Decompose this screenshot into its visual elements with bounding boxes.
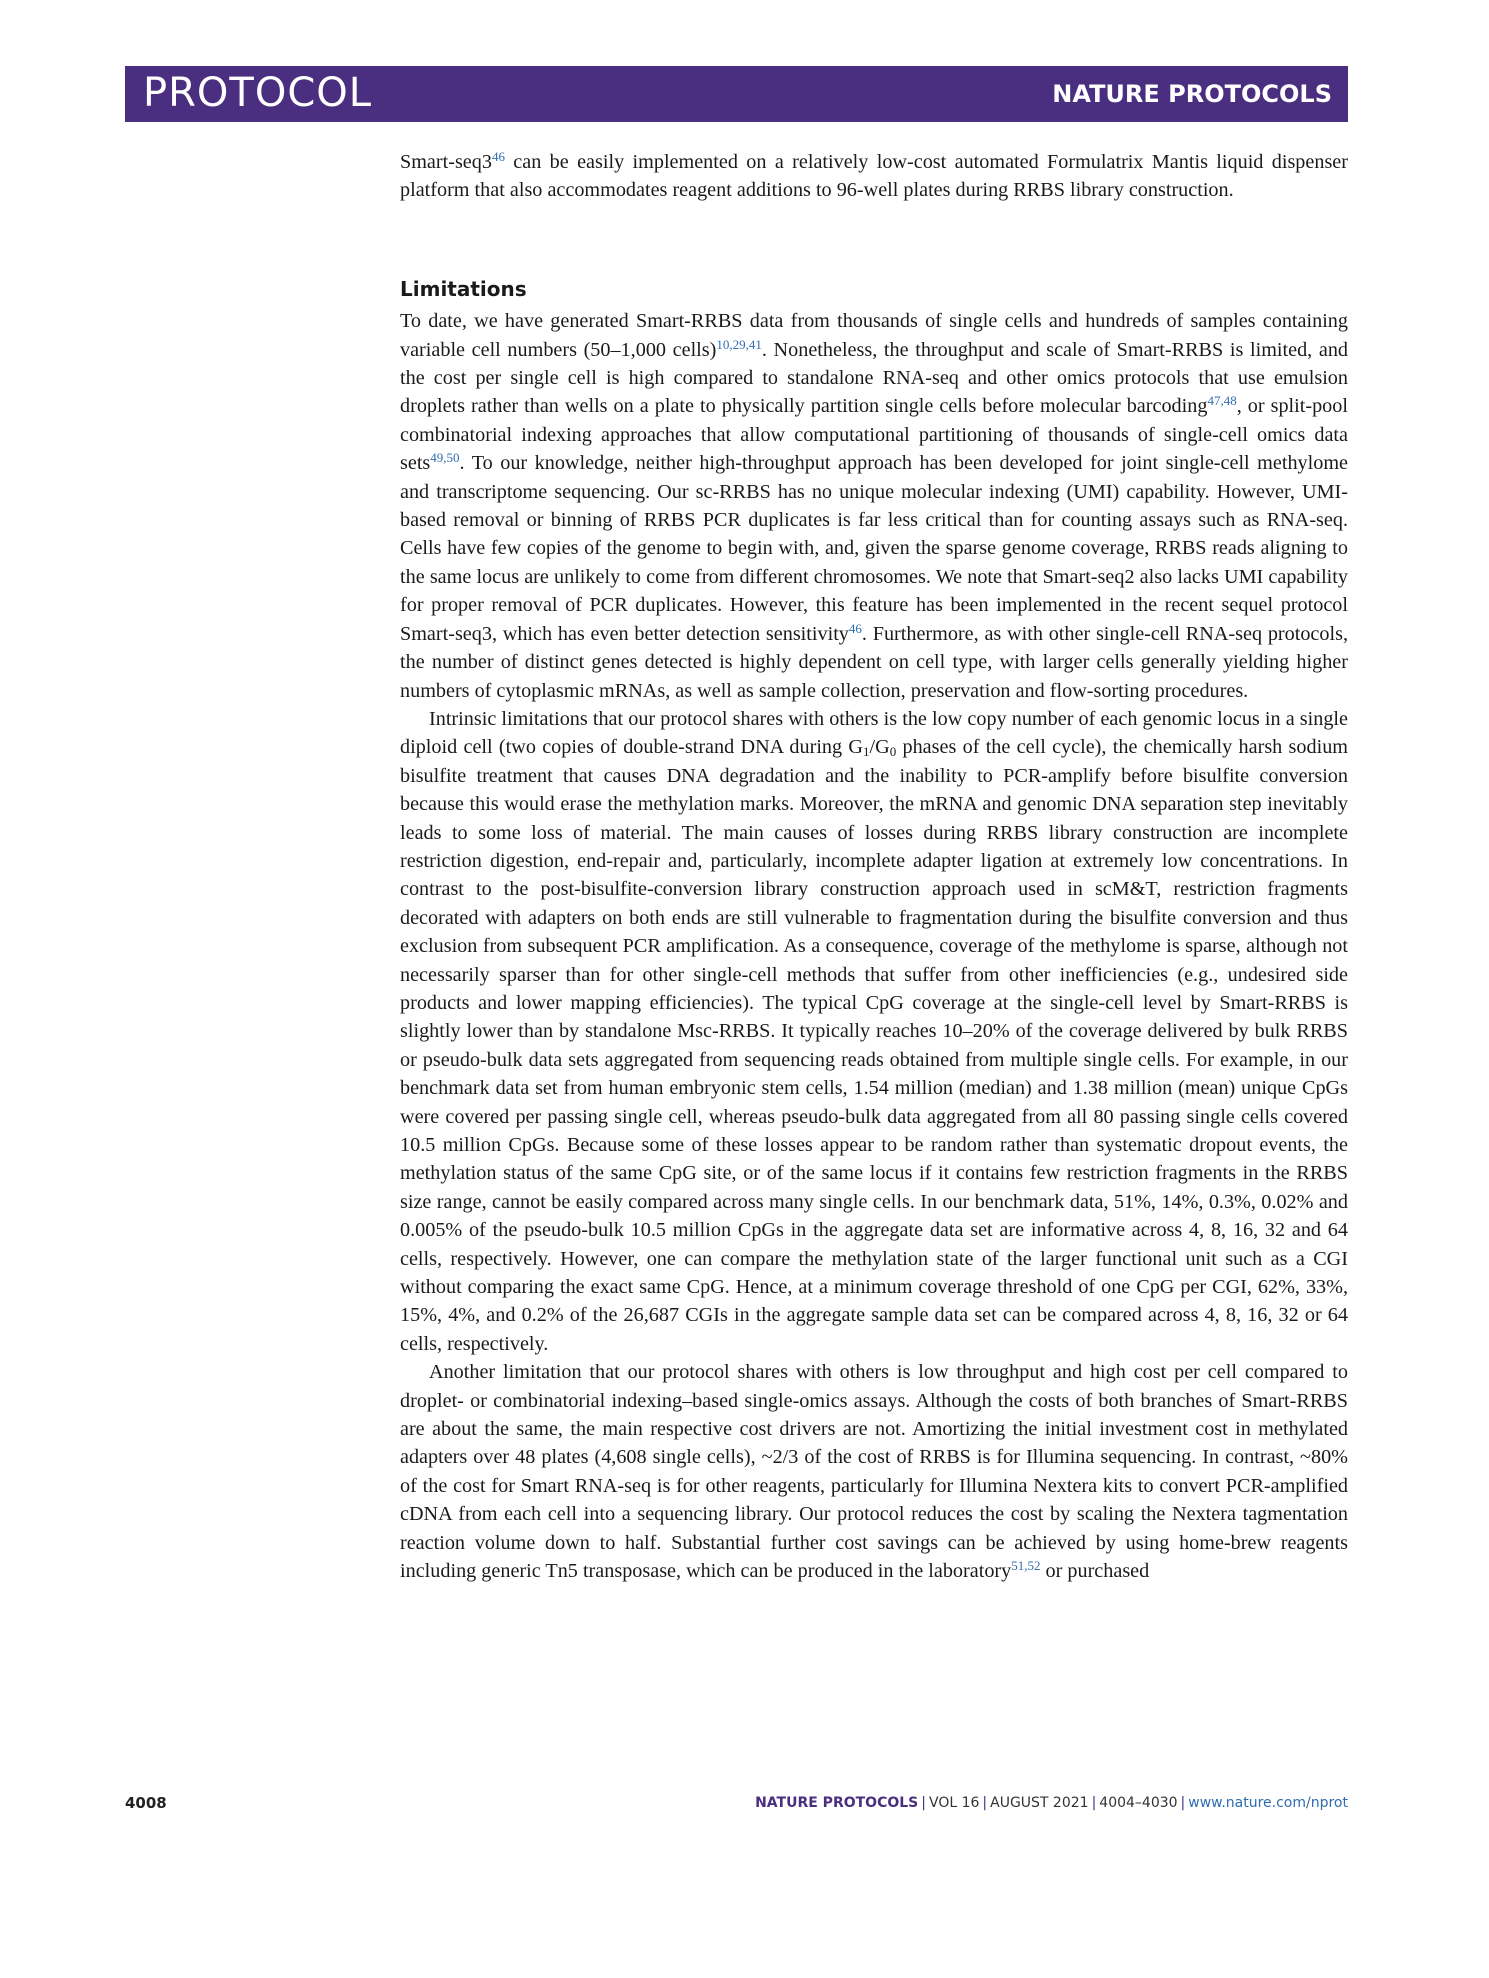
text-run: . To our knowledge, neither high-throughput approach has been developed for joint single-cell methylome and transcriptome sequencing. Our sc-RRBS has no unique molecular indexing (UMI) capability. However, UMI-based removal or binning of RRBS PCR duplicates is far less critical than for counting assays such as RNA-seq. Cells have few copies of the genome to begin with, and, given the sparse genome coverage, RRBS reads aligning to the same locus are unlikely to come from different chromosomes. We note that Smart-seq2 also lacks UMI capability for proper removal of PCR duplicates. However, this feature has been implemented in the recent sequel protocol Smart-seq3, which has even better detection sensitivity [400, 452, 1348, 645]
limitations-paragraph-3 [400, 1358, 1348, 1585]
header-banner [125, 66, 1348, 122]
limitations-paragraph-2 [400, 705, 1348, 1358]
footer-date: AUGUST 2021 [990, 1795, 1089, 1811]
intro-paragraph [400, 148, 1348, 205]
reference-link[interactable]: 51,52 [1011, 1558, 1041, 1574]
text-run: To date, we have generated Smart-RRBS data from thousands of single cells and hundreds of samples containing variable cell numbers (50–1,000 cells) [400, 310, 1348, 361]
text-run: Intrinsic limitations that our protocol shares with others is the low copy number of each genomic locus in a single diploid cell (two copies of double-strand DNA during G [400, 707, 1348, 759]
journal-label: NATURE PROTOCOLS [1052, 80, 1332, 108]
footer-url-link[interactable]: www.nature.com/nprot [1188, 1795, 1348, 1811]
reference-link[interactable]: 47,48 [1207, 393, 1237, 409]
subscript: 1 [863, 744, 870, 760]
subscript: 0 [889, 744, 897, 760]
footer-volume: VOL 16 [928, 1795, 980, 1811]
text-run: . Nonetheless, the throughput and scale of Smart-RRBS is limited, and the cost per single cell is high compared to standalone RNA-seq and other omics protocols that use emulsion droplets rather than wells on a plate to physically partition single cells before molecular barcoding [400, 338, 1349, 418]
limitations-paragraph-1 [400, 307, 1348, 705]
footer-citation: NATURE PROTOCOLS | VOL 16 | AUGUST 2021 | 4004–4030 | www.nature.com/nprot [755, 1795, 1348, 1811]
reference-link[interactable]: 46 [491, 149, 505, 164]
text-run: /G [869, 736, 890, 759]
text-run: phases of the cell cycle), the chemically harsh sodium bisulfite treatment that causes DNA degradation and the inability to PCR-amplify before bisulfite conversion because this would erase the methylation marks. Moreover, the mRNA and genomic DNA separation step inevitably leads to some loss of material. The main causes of losses during RRBS library construction are incomplete restriction digestion, end-repair and, particularly, incomplete adapter ligation at extremely low concentrations. In contrast to the post-bisulfite-conversion library construction approach used in scM&T, restriction fragments decorated with adapters on both ends are still vulnerable to fragmentation during the bisulfite conversion and thus exclusion from subsequent PCR amplification. As a consequence, coverage of the methylome is sparse, although not necessarily sparser than for other single-cell methods that suffer from other inefficiencies (e.g., undesired side products and lower mapping efficiencies). The typical CpG coverage at the single-cell level by Smart-RRBS is slightly lower than by standalone Msc-RRBS. It typically reaches 10–20% of the coverage delivered by bulk RRBS or pseudo-bulk data sets aggregated from sequencing reads obtained from multiple single cells. For example, in our benchmark data set from human embryonic stem cells, 1.54 million (median) and 1.38 million (mean) unique CpGs were covered per passing single cell, whereas pseudo-bulk data aggregated from all 80 passing single cells covered 10.5 million CpGs. Because some of these losses appear to be random rather than systematic dropout events, the methylation status of the same CpG site, or of the same locus if it contains few restriction fragments in the RRBS size range, cannot be easily compared across many single cells. In our benchmark data, 51%, 14%, 0.3%, 0.02% and 0.005% of the pseudo-bulk 10.5 million CpGs in the aggregate data set are informative across 4, 8, 16, 32 and 64 cells, respectively. However, one can compare the methylation state of the larger functional unit such as a CGI without comparing the exact same CpG. Hence, at a minimum coverage threshold of one CpG per CGI, 62%, 33%, 15%, 4%, and 0.2% of the 26,687 CGIs in the aggregate sample data set can be compared across 4, 8, 16, 32 or 64 cells, respectively. [400, 736, 1349, 1355]
section-label: PROTOCOL [143, 70, 373, 116]
reference-link[interactable]: 49,50 [430, 450, 460, 466]
page-number: 4008 [125, 1794, 167, 1812]
text-run: . Furthermore, as with other single-cell RNA-seq protocols, the number of distinct genes detected is highly dependent on cell type, with larger cells generally yielding higher numbers of cytoplasmic mRNAs, as well as sample collection, preservation and flow-sorting procedures. [400, 622, 1348, 702]
section-heading: Limitations [400, 276, 527, 301]
text-run: or purchased [1040, 1560, 1150, 1583]
text-run: , or split-pool combinatorial indexing approaches that allow computational partitioning of thousands of single-cell omics data sets [400, 395, 1348, 475]
text-run: can be easily implemented on a relatively low-cost automated Formulatrix Mantis liquid dispenser platform that also accommodates reagent additions to 96-well plates during RRBS library construction. [400, 151, 1348, 202]
text-run: Another limitation that our protocol shares with others is low throughput and high cost per cell compared to droplet- or combinatorial indexing–based single-omics assays. Although the costs of both branches of Smart-RRBS are about the same, the main respective cost drivers are not. Amortizing the initial investment cost in methylated adapters over 48 plates (4,608 single cells), ~2/3 of the cost of RRBS is for Illumina sequencing. In contrast, ~80% of the cost for Smart RNA-seq is for other reagents, particularly for Illumina Nextera kits to convert PCR-amplified cDNA from each cell into a sequencing library. Our protocol reduces the cost by scaling the Nextera tagmentation reaction volume down to half. Substantial further cost savings can be achieved by using home-brew reagents including generic Tn5 transposase, which can be produced in the laboratory [400, 1361, 1348, 1583]
footer-journal: NATURE PROTOCOLS [755, 1795, 919, 1811]
article-body [400, 148, 1348, 1586]
reference-link[interactable]: 10,29,41 [716, 336, 762, 352]
footer-pages: 4004–4030 [1099, 1795, 1178, 1811]
reference-link[interactable]: 46 [848, 620, 862, 636]
text-run: Smart-seq3 [400, 151, 492, 173]
